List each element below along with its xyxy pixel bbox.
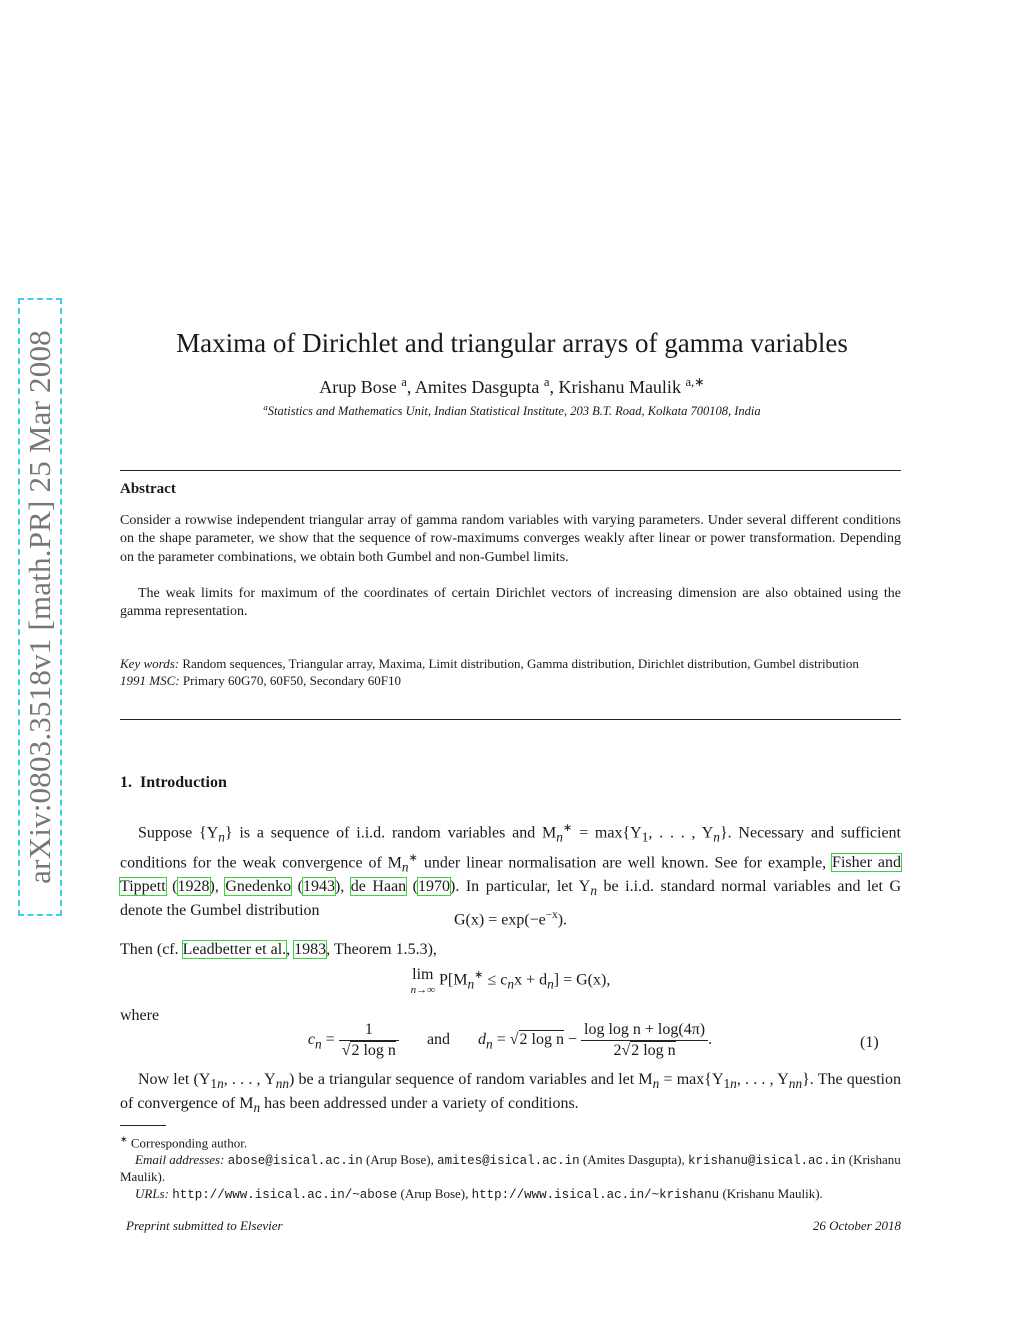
footnote-text: (Krishanu Maulik). — [722, 1185, 823, 1201]
intro-paragraph-2: Now let ($Y_{1n}$, . . . , $Y_{nn}$) be a triangular sequence of random variables and let $M_n = \max\{Y_{1n}$, . . . , $Y_{nn}$}. The question of convergence of $M_n$ has been addressed under a variety of conditions. — [120, 1071, 902, 1116]
abstract-heading: Abstract — [120, 481, 176, 497]
keywords-label: Key words: — [120, 656, 180, 671]
footnote-text: (Arup Bose), — [365, 1151, 434, 1167]
footnote-urls — [120, 1186, 901, 1204]
intro-where: where — [120, 1007, 160, 1024]
equation-symbol: d — [478, 1031, 487, 1049]
fraction-numerator: 1 — [339, 1021, 399, 1041]
equation-text: x + d — [514, 971, 548, 989]
citation-link[interactable]: Gnedenko — [225, 878, 292, 896]
limit-subscript: n→∞ — [410, 984, 435, 996]
citation-year-link[interactable]: 1943 — [302, 878, 335, 896]
text-run: }. Necessary and sufficient conditions for the weak convergence of M — [120, 824, 901, 871]
url-link[interactable]: http://www.isical.ac.in/~krishanu — [471, 1187, 720, 1202]
text-run: , . . . , Y — [736, 1071, 789, 1088]
author-list: Arup Bose $^a$, Amites Dasgupta $^a$, Krishanu Maulik $^{a,∗}$ — [319, 375, 705, 397]
citation-year-link[interactable]: 1983 — [294, 941, 327, 958]
sqrt-argument: 2 log n — [631, 1042, 676, 1059]
section-number: 1. — [120, 774, 132, 791]
footnote-text: Corresponding author. — [130, 1135, 248, 1151]
msc-label: 1991 MSC: — [120, 673, 180, 688]
author-name: Arup Bose — [319, 377, 397, 397]
keywords — [120, 655, 901, 689]
affiliation-text: Statistics and Mathematics Unit, Indian Statistical Institute, 203 B.T. Road, Kolkata 700108, India — [267, 404, 761, 419]
url-link[interactable]: http://www.isical.ac.in/~abose — [172, 1187, 398, 1202]
email-link[interactable]: amites@isical.ac.in — [437, 1153, 580, 1168]
affiliation-mark: a — [543, 375, 550, 389]
equation-limit: lim n→∞ $P[M_n^∗ \le c_nx + d_n] = G(x)$, — [410, 966, 611, 996]
limit-operator: lim — [412, 966, 434, 983]
fraction: $\frac{\text{log log n + log(4π)}}{\text{2√2 log n}}$ — [581, 1021, 708, 1060]
paper-title: Maxima of Dirichlet and triangular arrays of gamma variables — [176, 328, 848, 358]
keywords-text: Random sequences, Triangular array, Maxima, Limit distribution, Gamma distribution, Dirichlet distribution, Gumbel distribution — [182, 656, 859, 671]
text-run: , . . . , Y — [648, 824, 714, 842]
section-heading — [120, 774, 227, 792]
footnote-mark: ∗ — [120, 1134, 128, 1144]
equation-text: P[M — [439, 971, 468, 989]
footnote-text: (Amites Dasgupta), — [582, 1151, 685, 1167]
abstract-paragraph-1: Consider a rowwise independent triangular array of gamma random variables with varying parameters. Under several different conditions on the shape parameter, we show that the sequence of row-maximums converges weakly after linear or power transformation. Depending on the parameter combinations, we obtain both Gumbel and non-Gumbel limits. — [120, 513, 901, 565]
equation-text: ). — [557, 911, 568, 929]
footnote-rule — [120, 1125, 166, 1126]
equation-exponent: −x — [545, 909, 558, 921]
citation-year-link[interactable]: 1928 — [177, 878, 210, 896]
equation-text: 2 — [613, 1042, 622, 1059]
affiliation-mark: a — [263, 402, 268, 412]
arxiv-stamp: arXiv:0803.3518v1 [math.PR] 25 Mar 2008 — [22, 330, 57, 884]
text-run: Suppose {Y — [138, 824, 219, 842]
email-link[interactable]: abose@isical.ac.in — [227, 1153, 363, 1168]
affiliation-mark: a,∗ — [685, 375, 705, 389]
email-link[interactable]: krishanu@isical.ac.in — [687, 1153, 846, 1168]
text-run: = max{Y — [572, 824, 642, 842]
footnote-text: (Arup Bose), — [400, 1185, 469, 1201]
equation-number: (1) — [860, 1034, 879, 1051]
text-run: under linear normalisation are well known. See for example, — [417, 853, 827, 871]
text-run: , . . . , Y — [223, 1071, 276, 1088]
intro-then-line: Then (cf. Leadbetter et al., 1983, Theorem 1.5.3), — [120, 941, 437, 958]
footnote-corresponding — [120, 1131, 901, 1152]
footer-preprint: Preprint submitted to Elsevier — [126, 1218, 283, 1233]
author-name: Krishanu Maulik — [558, 377, 681, 397]
text-run: = max{Y — [659, 1071, 724, 1088]
author-name: Amites Dasgupta — [414, 377, 540, 397]
fraction: $\frac{1}{\text{√2 log n}}$ — [339, 1021, 399, 1060]
abstract-paragraph-2: The weak limits for maximum of the coordinates of certain Dirichlet vectors of increasing dimension are also obtained using the gamma representation. — [120, 586, 901, 620]
text-run: Now let (Y — [138, 1071, 211, 1088]
email-label: Email addresses: — [135, 1151, 225, 1167]
text-run: , Theorem 1.5.3), — [326, 941, 437, 958]
text-run: has been addressed under a variety of conditions. — [260, 1095, 579, 1113]
equation-text: and — [426, 1031, 451, 1049]
abstract-top-rule — [120, 470, 901, 471]
citation-link[interactable]: Leadbetter et al. — [182, 941, 287, 958]
text-run: Then (cf. — [120, 941, 179, 958]
footer-date: 26 October 2018 — [812, 1218, 901, 1233]
intro-paragraph-1: Suppose $\{Y_n\}$ is a sequence of i.i.d. random variables and $M_n^∗ = \max\{Y_1$, . . . , $Y_n$}. Necessary and sufficient conditions for the weak convergence of $M_n^∗$ under linear normalisation are well known. See for example, Fisher and Tippett (1928), Gnedenko (1943), de Haan (1970). In particular, let $Y_n$ be i.i.d. standard normal variables and let G denote the Gumbel distribution — [120, 822, 902, 920]
abstract-bottom-rule — [120, 719, 901, 720]
citation-link[interactable]: de Haan — [350, 878, 407, 896]
section-title: Introduction — [140, 774, 227, 791]
fraction-numerator: log log n + log(4π) — [581, 1021, 708, 1041]
footnote-text: (Krishanu Maulik). — [120, 1151, 901, 1185]
equation-gumbel — [120, 909, 901, 929]
equation-text: G(x) = exp(−e — [453, 911, 546, 929]
equation-text: ] = G(x), — [553, 971, 611, 989]
sqrt-argument: 2 log n — [351, 1042, 396, 1059]
affiliation-mark: a — [401, 375, 407, 389]
affiliation — [0, 402, 1024, 419]
equation-1: $c_n$ = $\frac{1}{\text{√2 log n}}$ and $d_n = √2$ log n − $\frac{\text{log log n + log(4π)}}{\text{2√2 log n}}$ . — [307, 1021, 713, 1059]
text-run: . In particular, let Y — [455, 878, 591, 896]
text-run: be i.i.d. standard normal variables and let G denote the Gumbel distribution — [120, 878, 902, 920]
text-run: }. The question of convergence of M — [120, 1071, 902, 1113]
citation-year-link[interactable]: 1970 — [418, 878, 451, 896]
msc-text: Primary 60G70, 60F50, Secondary 60F10 — [182, 673, 401, 688]
citation-link[interactable]: Fisher and Tippett — [120, 853, 902, 896]
url-label: URLs: — [135, 1185, 169, 1201]
footnote-emails — [120, 1152, 901, 1186]
sqrt-argument: 2 log n — [519, 1031, 564, 1049]
text-run: } is a sequence of i.i.d. random variables and M — [224, 824, 557, 842]
equation-text: ≤ c — [483, 971, 508, 989]
text-run: ) be a triangular sequence of random variables and let M — [289, 1071, 653, 1088]
equation-symbol: c — [307, 1031, 315, 1049]
footnotes — [120, 1131, 901, 1203]
